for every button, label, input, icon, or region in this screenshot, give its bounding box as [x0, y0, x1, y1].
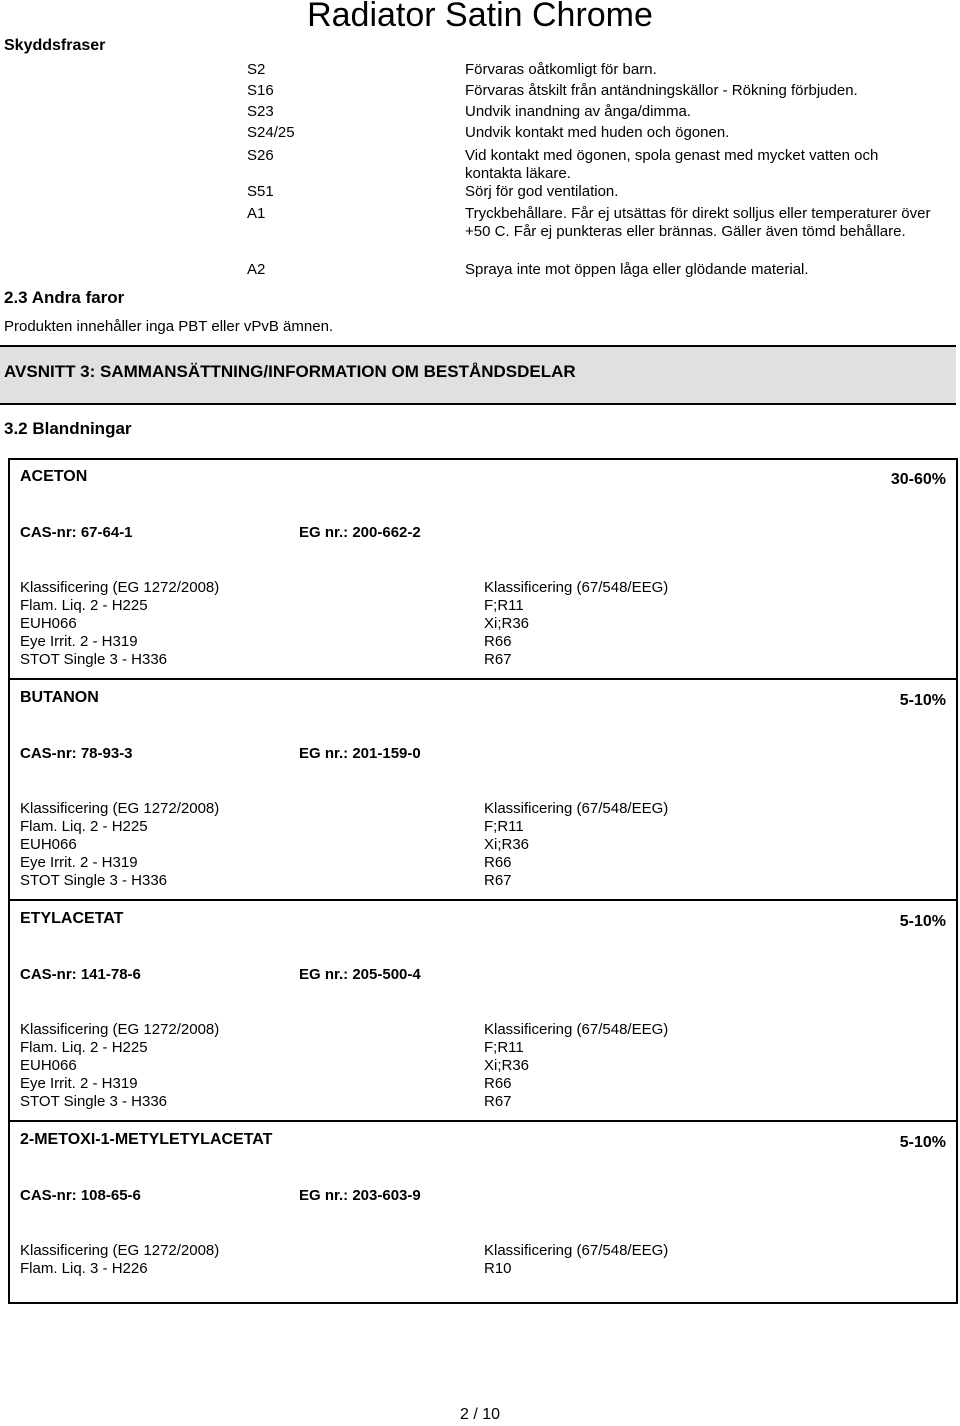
clp-item: STOT Single 3 - H336: [20, 872, 168, 889]
phrase-code: S24/25: [247, 124, 295, 141]
phrase-code: S23: [247, 103, 274, 120]
cas-number: CAS-nr: 78-93-3: [20, 745, 133, 762]
clp-item: Eye Irrit. 2 - H319: [20, 1075, 138, 1092]
phrase-text: Tryckbehållare. Får ej utsättas för direkt solljus eller temperaturer över +50 C. Får ej punkteras eller brännas. Gäller även tömd behållare.: [465, 205, 931, 240]
substance-name: ETYLACETAT: [20, 910, 124, 927]
clp-item: Flam. Liq. 2 - H225: [20, 1039, 148, 1056]
substance-name: ACETON: [20, 468, 88, 485]
clp-header: Klassificering (EG 1272/2008): [20, 800, 220, 817]
cas-number: CAS-nr: 141-78-6: [20, 966, 141, 983]
clp-classification: [20, 800, 219, 890]
phrase-code: S2: [247, 61, 266, 78]
clp-classification: [20, 1021, 219, 1111]
dsd-classification: [484, 579, 668, 669]
dsd-item: R67: [484, 651, 512, 668]
dsd-header: Klassificering (67/548/EEG): [484, 579, 669, 596]
dsd-item: F;R11: [484, 1039, 524, 1056]
substance-percent: 5-10%: [899, 913, 946, 930]
dsd-header: Klassificering (67/548/EEG): [484, 1021, 669, 1038]
phrase-code: A2: [247, 261, 266, 278]
clp-classification: [20, 1242, 219, 1278]
clp-item: EUH066: [20, 1057, 77, 1074]
clp-item: Flam. Liq. 3 - H226: [20, 1260, 148, 1277]
eg-number: EG nr.: 205-500-4: [299, 966, 421, 983]
clp-item: STOT Single 3 - H336: [20, 1093, 168, 1110]
clp-item: Eye Irrit. 2 - H319: [20, 633, 138, 650]
phrase-code: S16: [247, 82, 274, 99]
phrase-text: Förvaras oåtkomligt för barn.: [465, 61, 657, 78]
skyddsfraser-label: Skyddsfraser: [4, 37, 106, 54]
substance-percent: 30-60%: [890, 471, 946, 488]
section-heading: AVSNITT 3: SAMMANSÄTTNING/INFORMATION OM BESTÅNDSDELAR: [4, 362, 576, 381]
eg-number: EG nr.: 200-662-2: [299, 524, 421, 541]
dsd-item: F;R11: [484, 818, 524, 835]
clp-header: Klassificering (EG 1272/2008): [20, 579, 220, 596]
cas-number: CAS-nr: 108-65-6: [20, 1187, 141, 1204]
subsection-heading: 3.2 Blandningar: [4, 419, 132, 438]
dsd-item: F;R11: [484, 597, 524, 614]
clp-item: STOT Single 3 - H336: [20, 651, 168, 668]
cas-number: CAS-nr: 67-64-1: [20, 524, 133, 541]
dsd-item: Xi;R36: [484, 615, 530, 632]
dsd-item: Xi;R36: [484, 1057, 530, 1074]
phrase-code: A1: [247, 205, 266, 222]
document-title: Radiator Satin Chrome: [307, 0, 653, 34]
section-header-band: [0, 345, 956, 405]
clp-item: EUH066: [20, 615, 77, 632]
clp-header: Klassificering (EG 1272/2008): [20, 1242, 220, 1259]
dsd-classification: [484, 1021, 668, 1111]
clp-item: EUH066: [20, 836, 77, 853]
substance-percent: 5-10%: [899, 1134, 946, 1151]
dsd-item: R66: [484, 633, 512, 650]
phrase-code: S26: [247, 147, 274, 164]
eg-number: EG nr.: 203-603-9: [299, 1187, 421, 1204]
phrase-text: Förvaras åtskilt från antändningskällor - Rökning förbjuden.: [465, 82, 858, 99]
clp-classification: [20, 579, 219, 669]
dsd-header: Klassificering (67/548/EEG): [484, 800, 669, 817]
substance-divider: [8, 1120, 958, 1122]
clp-header: Klassificering (EG 1272/2008): [20, 1021, 220, 1038]
dsd-item: R67: [484, 1093, 512, 1110]
substance-name: 2-METOXI-1-METYLETYLACETAT: [20, 1131, 273, 1148]
substance-divider: [8, 899, 958, 901]
phrase-code: S51: [247, 183, 274, 200]
dsd-classification: [484, 800, 668, 890]
phrase-text: Undvik inandning av ånga/dimma.: [465, 103, 691, 120]
phrase-text: Undvik kontakt med huden och ögonen.: [465, 124, 730, 141]
dsd-item: R66: [484, 1075, 512, 1092]
eg-number: EG nr.: 201-159-0: [299, 745, 421, 762]
dsd-item: R66: [484, 854, 512, 871]
dsd-item: R10: [484, 1260, 512, 1277]
clp-item: Flam. Liq. 2 - H225: [20, 818, 148, 835]
andra-faror-text: Produkten innehåller inga PBT eller vPvB ämnen.: [4, 318, 334, 335]
dsd-item: Xi;R36: [484, 836, 530, 853]
clp-item: Flam. Liq. 2 - H225: [20, 597, 148, 614]
substance-name: BUTANON: [20, 689, 99, 706]
substance-divider: [8, 678, 958, 680]
phrase-text: Vid kontakt med ögonen, spola genast med mycket vatten och kontakta läkare.: [465, 147, 879, 182]
andra-faror-heading: 2.3 Andra faror: [4, 288, 125, 307]
clp-item: Eye Irrit. 2 - H319: [20, 854, 138, 871]
page-number: 2 / 10: [459, 1406, 501, 1423]
dsd-item: R67: [484, 872, 512, 889]
phrase-text: Sörj för god ventilation.: [465, 183, 619, 200]
dsd-header: Klassificering (67/548/EEG): [484, 1242, 669, 1259]
phrase-text: Spraya inte mot öppen låga eller glödande material.: [465, 261, 809, 278]
substance-percent: 5-10%: [899, 692, 946, 709]
dsd-classification: [484, 1242, 668, 1278]
